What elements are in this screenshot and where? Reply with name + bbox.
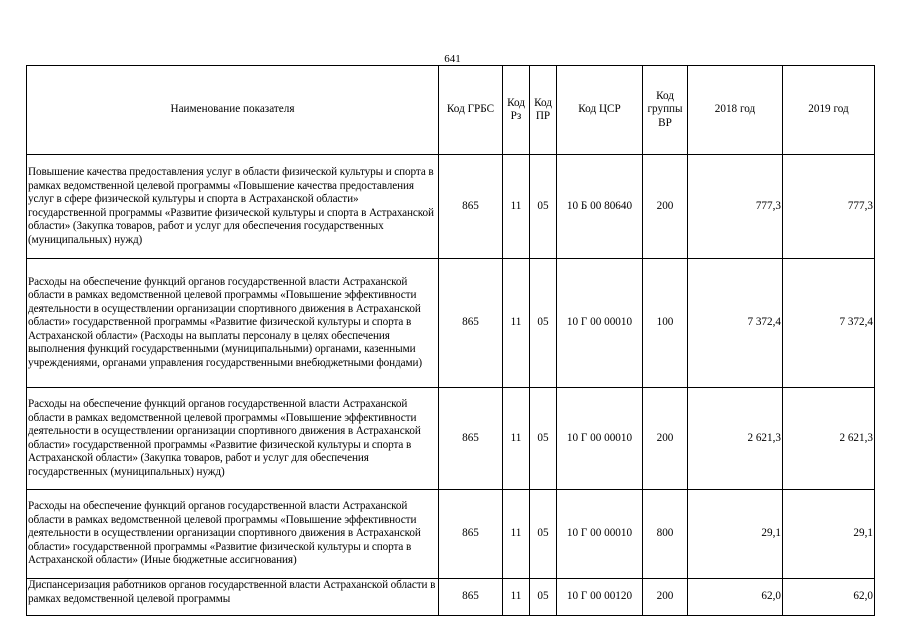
cell-csr: 10 Г 00 00010 [557, 490, 643, 579]
table-row [27, 388, 875, 490]
budget-table [26, 65, 875, 616]
cell-csr: 10 Г 00 00120 [557, 579, 643, 616]
cell-2018: 29,1 [688, 490, 783, 579]
cell-grbs: 865 [439, 579, 503, 616]
cell-grbs: 865 [439, 490, 503, 579]
cell-name: Расходы на обеспечение функций органов государственной власти Астраханской области в рамках ведомственной целевой программы «Повышение эффективности деятельности в осуществлении организации спортивного движения в Астраханской области» государственной программы «Развитие физической культуры и спорта в Астраханской области» (Расходы на выплаты персоналу в целях обеспечения выполнения функций государственными (муниципальными) органами, казенными учреждениями, органами управления государственными внебюджетными фондами) [27, 259, 439, 388]
table-row [27, 579, 875, 616]
table-row [27, 155, 875, 259]
cell-2019: 777,3 [783, 155, 875, 259]
cell-2019: 7 372,4 [783, 259, 875, 388]
table-body [27, 155, 875, 616]
cell-rz: 11 [503, 579, 530, 616]
cell-pr: 05 [530, 579, 557, 616]
table-row [27, 259, 875, 388]
header-2018: 2018 год [688, 66, 783, 155]
header-pr: Код ПР [530, 66, 557, 155]
cell-csr: 10 Б 00 80640 [557, 155, 643, 259]
cell-vr: 100 [643, 259, 688, 388]
cell-2019: 62,0 [783, 579, 875, 616]
cell-name: Расходы на обеспечение функций органов государственной власти Астраханской области в рамках ведомственной целевой программы «Повышение эффективности деятельности в осуществлении организации спортивного движения в Астраханской области» государственной программы «Развитие физической культуры и спорта в Астраханской области» (Иные бюджетные ассигнования) [27, 490, 439, 579]
cell-csr: 10 Г 00 00010 [557, 259, 643, 388]
cell-name: Повышение качества предоставления услуг в области физической культуры и спорта в рамках ведомственной целевой программы «Повышение качества предоставления услуг в сфере физической культуры и спорта в Астраханской области» государственной программы «Развитие физической культуры и спорта в Астраханской области» (Закупка товаров, работ и услуг для обеспечения государственных (муниципальных) нужд) [27, 155, 439, 259]
cell-rz: 11 [503, 259, 530, 388]
cell-2018: 777,3 [688, 155, 783, 259]
cell-csr: 10 Г 00 00010 [557, 388, 643, 490]
table-row [27, 490, 875, 579]
cell-grbs: 865 [439, 259, 503, 388]
table-header [27, 66, 875, 155]
header-row [27, 66, 875, 155]
page-number: 641 [444, 53, 461, 65]
cell-2018: 62,0 [688, 579, 783, 616]
cell-rz: 11 [503, 388, 530, 490]
cell-2018: 7 372,4 [688, 259, 783, 388]
cell-pr: 05 [530, 490, 557, 579]
header-rz: Код Рз [503, 66, 530, 155]
cell-pr: 05 [530, 155, 557, 259]
cell-2018: 2 621,3 [688, 388, 783, 490]
cell-name: Расходы на обеспечение функций органов государственной власти Астраханской области в рамках ведомственной целевой программы «Повышение эффективности деятельности в осуществлении организации спортивного движения в Астраханской области» государственной программы «Развитие физической культуры и спорта в Астраханской области» (Закупка товаров, работ и услуг для обеспечения государственных (муниципальных) нужд) [27, 388, 439, 490]
cell-name: Диспансеризация работников органов государственной власти Астраханской области в рамках ведомственной целевой программы [27, 579, 439, 616]
header-grbs: Код ГРБС [439, 66, 503, 155]
cell-pr: 05 [530, 259, 557, 388]
cell-vr: 200 [643, 579, 688, 616]
cell-grbs: 865 [439, 155, 503, 259]
header-2019: 2019 год [783, 66, 875, 155]
header-vr: Код группы ВР [643, 66, 688, 155]
cell-pr: 05 [530, 388, 557, 490]
cell-grbs: 865 [439, 388, 503, 490]
cell-vr: 200 [643, 155, 688, 259]
cell-rz: 11 [503, 490, 530, 579]
cell-vr: 800 [643, 490, 688, 579]
cell-2019: 29,1 [783, 490, 875, 579]
header-csr: Код ЦСР [557, 66, 643, 155]
cell-2019: 2 621,3 [783, 388, 875, 490]
header-name: Наименование показателя [27, 66, 439, 155]
cell-rz: 11 [503, 155, 530, 259]
cell-vr: 200 [643, 388, 688, 490]
